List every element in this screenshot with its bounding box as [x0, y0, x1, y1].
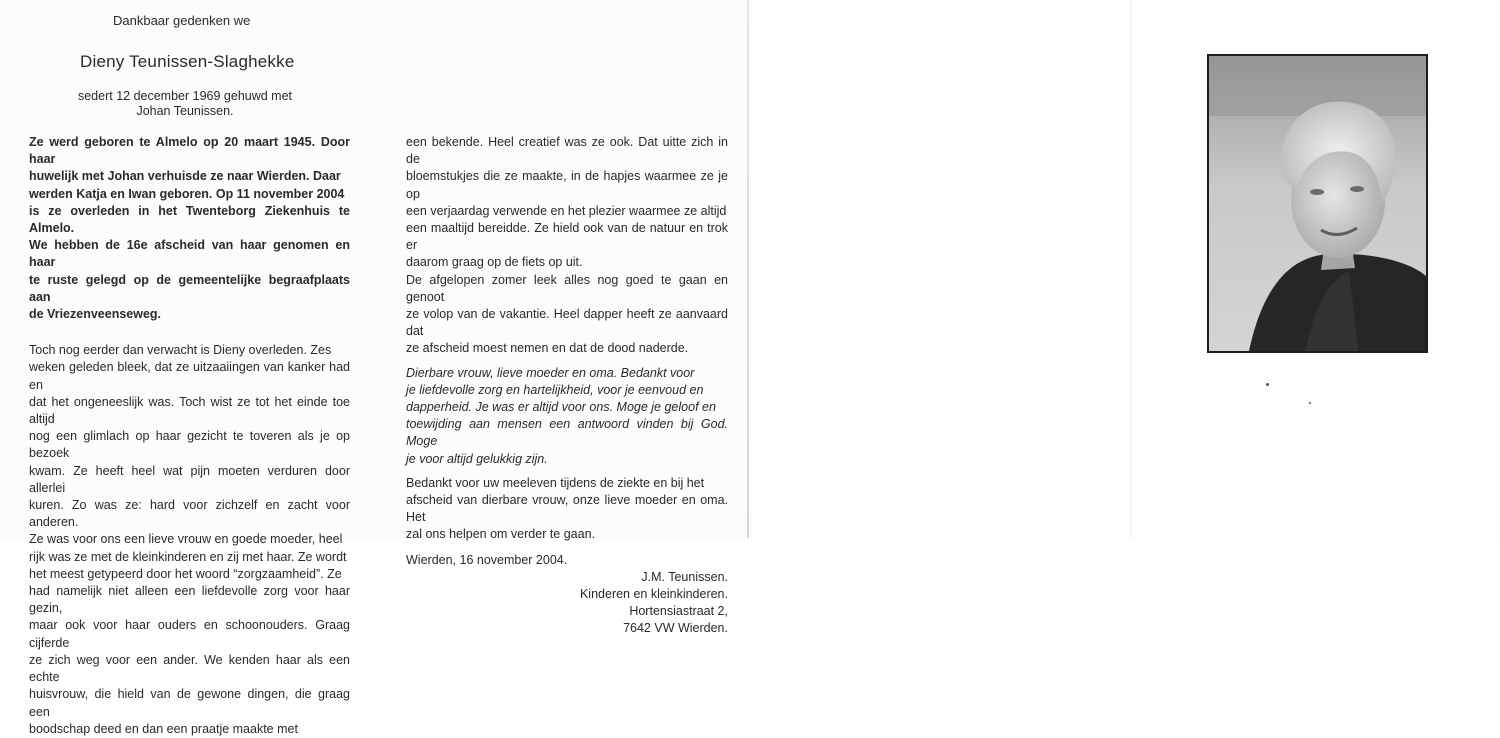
signature-line: J.M. Teunissen.	[641, 569, 728, 584]
portrait-photo	[1207, 54, 1428, 353]
signature-line: 7642 VW Wierden.	[623, 621, 728, 636]
continued-paragraph	[406, 134, 728, 358]
married-line-1: sedert 12 december 1969 gehuwd met	[77, 89, 293, 103]
card-fold	[747, 0, 749, 538]
text-line: boodschap deed en dan een praatje maakte met	[29, 721, 298, 736]
signature-line: Kinderen en kleinkinderen.	[579, 587, 728, 602]
text-line: Bedankt voor uw meeleven tijdens de ziekte en bij het	[406, 475, 705, 490]
left-column	[29, 134, 350, 738]
text-line: daarom graag op de fiets op uit.	[406, 255, 583, 270]
tribute-paragraph	[29, 342, 350, 738]
signature-block	[406, 569, 728, 638]
paper-speck	[1309, 402, 1311, 404]
text-line: je voor altijd gelukkig zijn.	[406, 451, 548, 466]
text-line: dat het ongeneeslijk was. Toch wist ze tot het einde toe altijd	[29, 394, 350, 427]
text-line: afscheid van dierbare vrouw, onze lieve moeder en oma. Het	[406, 493, 728, 525]
text-line: huisvrouw, die hield van de gewone dingen, die graag een	[29, 687, 350, 719]
italic-farewell	[406, 365, 728, 468]
paper-speck	[1266, 383, 1269, 386]
text-line: is ze overleden in het Twenteborg Ziekenhuis te Almelo.	[29, 203, 350, 236]
thanks-paragraph	[406, 475, 728, 544]
text-line: het meest getypeerd door het woord “zorgzaamheid”. Ze	[29, 566, 342, 581]
text-line: ze zich weg voor een ander. We kenden haar als een echte	[29, 652, 350, 685]
text-line: een verjaardag verwende en het plezier waarmee ze altijd	[406, 203, 727, 218]
portrait-image	[1209, 56, 1426, 351]
text-line: ze volop van de vakantie. Heel dapper heeft ze aanvaard dat	[406, 307, 728, 339]
text-line: bloemstukjes die ze maakte, in de hapjes waarmee ze je op	[406, 169, 728, 201]
text-line: kuren. Zo was ze: hard voor zichzelf en zacht voor anderen.	[29, 498, 350, 530]
text-line: een maaltijd bereidde. Ze hield ook van de natuur en trok er	[406, 221, 728, 253]
text-line: De afgelopen zomer leek alles nog goed te gaan en genoot	[406, 272, 728, 304]
text-line: weken geleden bleek, dat ze uitzaaiingen van kanker had en	[29, 360, 350, 392]
text-line: Toch nog eerder dan verwacht is Dieny overleden. Zes	[29, 343, 332, 358]
deceased-name: Dieny Teunissen-Slaghekke	[80, 52, 295, 71]
text-line: Dierbare vrouw, lieve moeder en oma. Bedankt voor	[406, 365, 695, 380]
text-line: Ze werd geboren te Almelo op 20 maart 1945. Door haar	[29, 135, 350, 167]
text-line: je liefdevolle zorg en hartelijkheid, voor je eenvoud en	[406, 382, 704, 397]
text-line: te ruste gelegd op de gemeentelijke begraafplaats aan	[29, 272, 350, 304]
text-line: ze afscheid moest nemen en dat de dood naderde.	[406, 341, 689, 356]
text-line: maar ook voor haar ouders en schoonouders. Graag cijferde	[29, 618, 350, 650]
text-line: huwelijk met Johan verhuisde ze naar Wierden. Daar	[29, 169, 341, 184]
text-line: kwam. Ze heeft heel wat pijn moeten verduren door allerlei	[29, 463, 350, 495]
right-column	[406, 134, 728, 638]
text-line: We hebben de 16e afscheid van haar genomen en haar	[29, 238, 350, 270]
text-line: de Vriezenveenseweg.	[29, 307, 162, 322]
married-line-2: Johan Teunissen.	[136, 104, 234, 118]
text-line: nog een glimlach op haar gezicht te toveren als je op bezoek	[29, 429, 350, 461]
text-line: een bekende. Heel creatief was ze ook. Dat uitte zich in de	[406, 135, 728, 167]
text-line: zal ons helpen om verder te gaan.	[406, 527, 596, 542]
text-line: toewijding aan mensen een antwoord vinden bij God. Moge	[406, 417, 728, 449]
opening-line: Dankbaar gedenken we	[113, 13, 251, 28]
text-line: had namelijk niet alleen een liefdevolle zorg voor haar gezin,	[29, 584, 350, 616]
text-line: dapperheid. Je was er altijd voor ons. Moge je geloof en	[406, 400, 716, 415]
text-line: werden Katja en Iwan geboren. Op 11 november 2004	[29, 186, 345, 201]
signature-line: Hortensiastraat 2,	[629, 604, 728, 619]
bold-intro	[29, 134, 350, 323]
panel-crease	[1130, 0, 1131, 538]
place-date: Wierden, 16 november 2004.	[406, 552, 568, 567]
text-line: Ze was voor ons een lieve vrouw en goede moeder, heel	[29, 532, 343, 547]
text-line: rijk was ze met de kleinkinderen en zij met haar. Ze wordt	[29, 549, 347, 564]
